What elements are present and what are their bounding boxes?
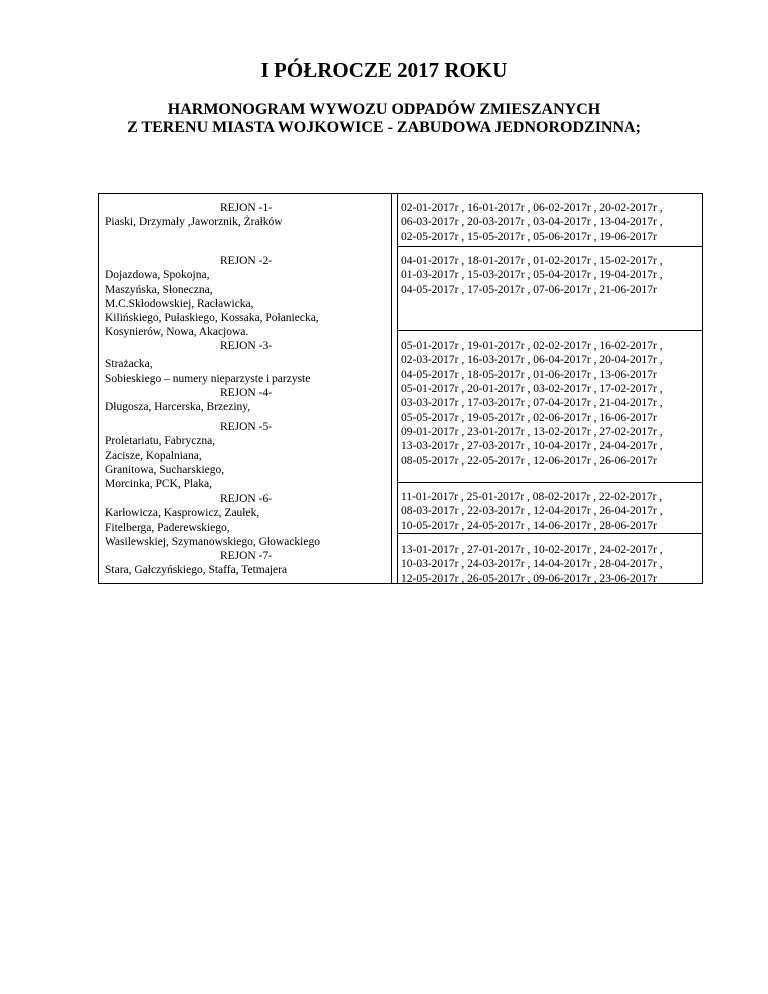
date-row: 09-01-2017r , 23-01-2017r , 13-02-2017r , 27-02-2017r , — [401, 426, 663, 438]
date-row: 05-01-2017r , 19-01-2017r , 02-02-2017r , 16-02-2017r , — [401, 340, 663, 352]
date-row: 13-03-2017r , 27-03-2017r , 10-04-2017r , 24-04-2017r , — [401, 440, 663, 453]
date-row: 02-01-2017r , 16-01-2017r , 06-02-2017r , 20-02-2017r , — [401, 202, 663, 214]
region-streets: Piaski, Drzymały ,Jaworznik, Żrałków — [105, 216, 283, 229]
row-divider — [397, 246, 702, 247]
region-4-cell — [105, 386, 387, 415]
region-4-dates — [401, 382, 701, 425]
region-1-dates — [401, 201, 701, 244]
region-5-cell — [105, 420, 387, 491]
region-name: REJON -4- — [219, 387, 273, 399]
region-streets: Kosynierów, Nowa, Akacjowa. — [105, 326, 249, 339]
document-subtitle-line-1: HARMONOGRAM WYWOZU ODPADÓW ZMIESZANYCH — [167, 101, 601, 118]
region-name: REJON -5- — [219, 421, 273, 433]
region-streets: Karłowicza, Kasprowicz, Zaułek, — [105, 507, 260, 520]
region-streets: Morcinka, PCK, Plaka, — [105, 478, 213, 491]
date-row: 08-05-2017r , 22-05-2017r , 12-06-2017r , 26-06-2017r — [401, 454, 657, 467]
region-6-cell — [105, 492, 387, 549]
date-row: 10-03-2017r , 24-03-2017r , 14-04-2017r , 28-04-2017r , — [401, 558, 663, 571]
region-streets: Fitelberga, Paderewskiego, — [105, 521, 230, 534]
schedule-table — [98, 193, 703, 584]
region-name: REJON -2- — [219, 255, 273, 267]
date-row: 02-03-2017r , 16-03-2017r , 06-04-2017r , 20-04-2017r , — [401, 354, 663, 367]
region-name: REJON -3- — [219, 340, 273, 352]
region-2-dates — [401, 254, 701, 297]
region-5-dates — [401, 425, 701, 468]
column-divider — [391, 194, 392, 583]
region-streets: Strażacka, — [105, 358, 153, 371]
date-row: 13-01-2017r , 27-01-2017r , 10-02-2017r , 24-02-2017r , — [401, 544, 663, 556]
document-title: I PÓŁROCZE 2017 ROKU — [260, 58, 508, 82]
date-row: 10-05-2017r , 24-05-2017r , 14-06-2017r , 28-06-2017r — [401, 519, 657, 532]
row-divider — [397, 482, 702, 483]
region-1-cell — [105, 201, 387, 230]
column-divider — [397, 194, 398, 583]
date-row: 03-03-2017r , 17-03-2017r , 07-04-2017r , 21-04-2017r , — [401, 397, 663, 410]
region-streets: M.C.Skłodowskiej, Racławicka, — [105, 297, 254, 310]
date-row: 05-01-2017r , 20-01-2017r , 03-02-2017r , 17-02-2017r , — [401, 383, 663, 395]
region-6-dates — [401, 490, 701, 533]
region-streets: Dojazdowa, Spokojna, — [105, 269, 210, 282]
region-streets: Sobieskiego – numery nieparzyste i parzyste — [105, 372, 311, 385]
date-row: 06-03-2017r , 20-03-2017r , 03-04-2017r , 13-04-2017r , — [401, 216, 663, 229]
date-row: 01-03-2017r , 15-03-2017r , 05-04-2017r , 19-04-2017r , — [401, 269, 663, 282]
date-row: 12-05-2017r , 26-05-2017r , 09-06-2017r , 23-06-2017r — [401, 572, 657, 585]
date-row: 04-05-2017r , 18-05-2017r , 01-06-2017r , 13-06-2017r — [401, 368, 657, 381]
date-row: 11-01-2017r , 25-01-2017r , 08-02-2017r , 22-02-2017r , — [401, 491, 663, 503]
date-row: 05-05-2017r , 19-05-2017r , 02-06-2017r , 16-06-2017r — [401, 411, 657, 424]
region-name: REJON -6- — [219, 493, 273, 505]
row-divider — [397, 533, 702, 534]
region-streets: Wasilewskiej, Szymanowskiego, Głowackiego — [105, 535, 320, 548]
region-2-cell — [105, 254, 387, 340]
date-row: 08-03-2017r , 22-03-2017r , 12-04-2017r , 26-04-2017r , — [401, 505, 663, 518]
region-streets: Kilińskiego, Pułaskiego, Kossaka, Połaniecka, — [105, 312, 319, 325]
region-3-dates — [401, 339, 701, 382]
region-streets: Granitowa, Sucharskiego, — [105, 463, 225, 476]
date-row: 04-01-2017r , 18-01-2017r , 01-02-2017r , 15-02-2017r , — [401, 255, 663, 267]
region-name: REJON -1- — [219, 202, 273, 214]
date-row: 02-05-2017r , 15-05-2017r , 05-06-2017r , 19-06-2017r — [401, 230, 657, 243]
region-7-cell — [105, 549, 387, 578]
document-subtitle-line-2: Z TERENU MIASTA WOJKOWICE - ZABUDOWA JEDNORODZINNA; — [127, 119, 641, 136]
region-streets: Zacisze, Kopalniana, — [105, 449, 202, 462]
region-streets: Maszyńska, Słoneczna, — [105, 283, 213, 296]
date-row: 04-05-2017r , 17-05-2017r , 07-06-2017r , 21-06-2017r — [401, 283, 657, 296]
region-streets: Długosza, Harcerska, Brzeziny, — [105, 401, 251, 414]
region-name: REJON -7- — [219, 550, 273, 562]
region-3-cell — [105, 339, 387, 386]
region-7-dates — [401, 543, 701, 586]
row-divider — [397, 330, 702, 331]
region-streets: Stara, Gałczyńskiego, Staffa, Tetmajera — [105, 564, 288, 577]
region-streets: Proletariatu, Fabryczna, — [105, 435, 216, 448]
